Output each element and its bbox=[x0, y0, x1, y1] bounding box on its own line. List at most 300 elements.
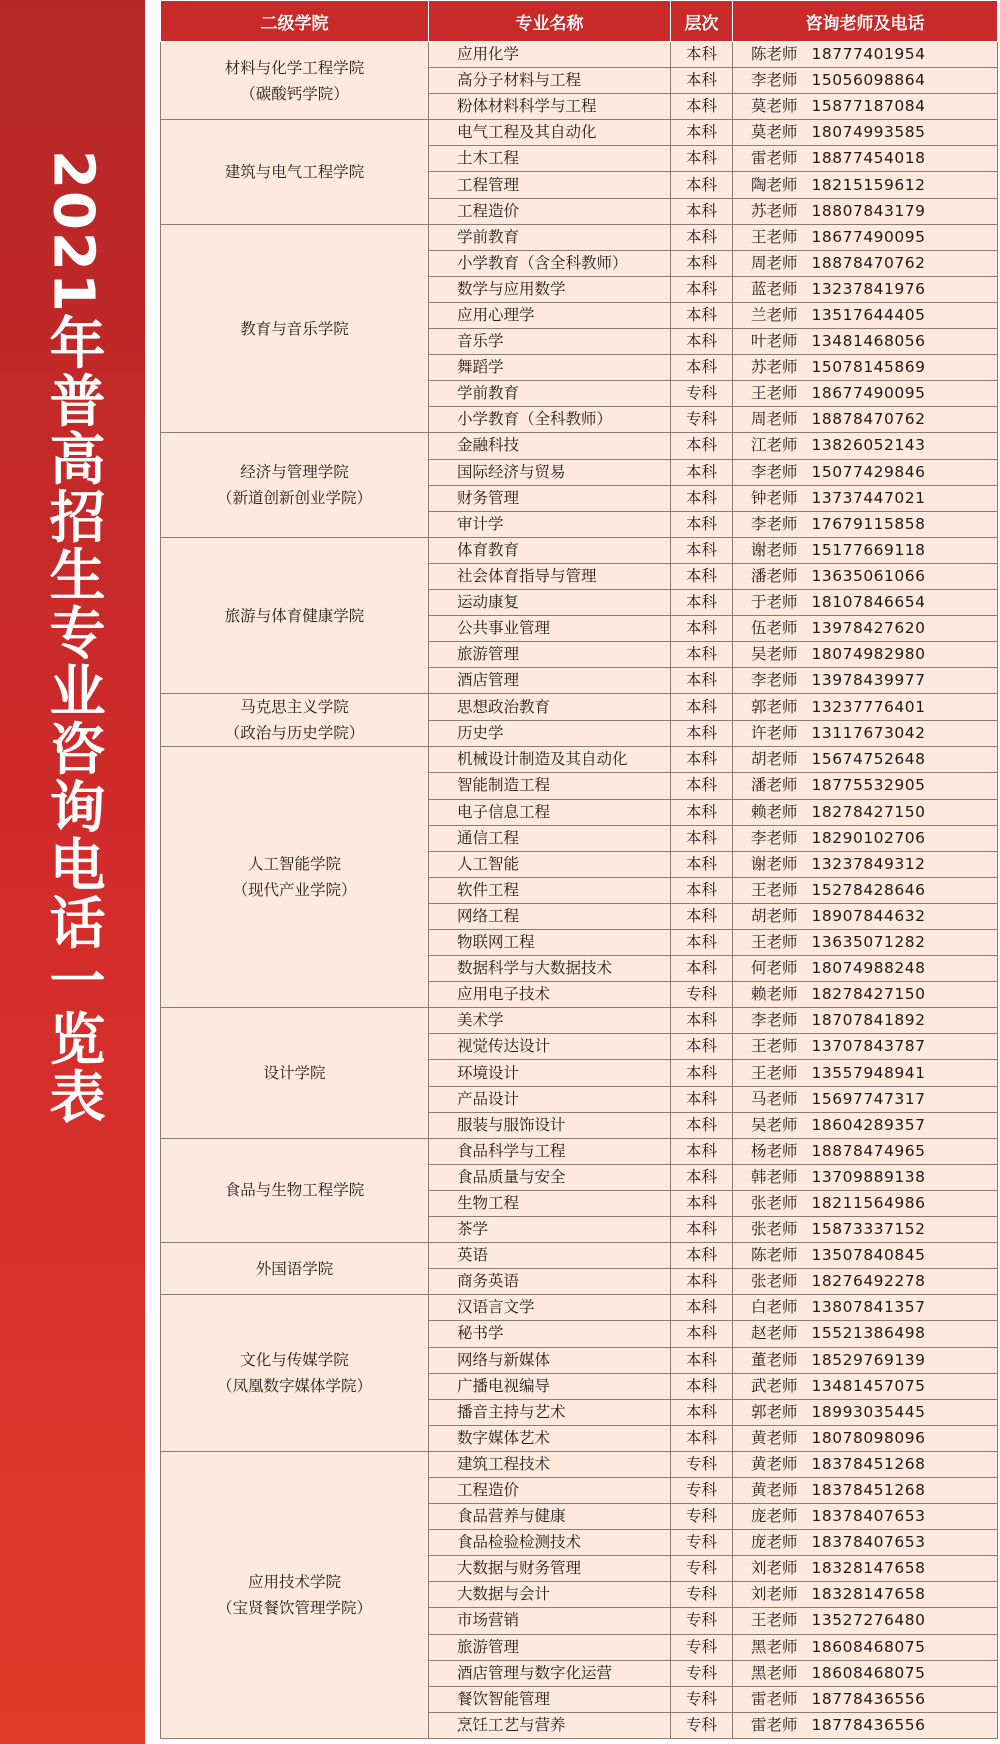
phone-number: 17679115858 bbox=[811, 514, 926, 533]
table-row bbox=[161, 1138, 998, 1164]
level-cell: 本科 bbox=[671, 1190, 733, 1216]
phone-number: 13978427620 bbox=[811, 619, 926, 638]
phone-number: 18878470762 bbox=[811, 410, 926, 429]
college-name: 外国语学院 bbox=[255, 1259, 334, 1278]
teacher-name: 江老师 bbox=[751, 436, 798, 455]
contact-cell bbox=[733, 930, 998, 956]
phone-number: 15873337152 bbox=[811, 1220, 926, 1239]
major-name: 审计学 bbox=[429, 511, 671, 537]
major-name: 小学教育（全科教师） bbox=[429, 407, 671, 433]
level-cell: 本科 bbox=[671, 851, 733, 877]
contact-cell bbox=[733, 1556, 998, 1582]
contact-cell bbox=[733, 1269, 998, 1295]
contact-cell bbox=[733, 1243, 998, 1269]
major-name: 应用化学 bbox=[429, 42, 671, 68]
contact-cell bbox=[733, 329, 998, 355]
college-cell bbox=[161, 224, 429, 433]
major-name: 电气工程及其自动化 bbox=[429, 120, 671, 146]
major-name: 网络工程 bbox=[429, 903, 671, 929]
admission-table-container bbox=[160, 0, 1000, 1739]
teacher-name: 胡老师 bbox=[751, 906, 798, 925]
major-name: 英语 bbox=[429, 1243, 671, 1269]
phone-number: 18278427150 bbox=[811, 802, 926, 821]
table-row bbox=[161, 224, 998, 250]
phone-number: 18707841892 bbox=[811, 1011, 926, 1030]
teacher-name: 王老师 bbox=[751, 933, 798, 952]
teacher-name: 陶老师 bbox=[751, 175, 798, 194]
contact-cell bbox=[733, 172, 998, 198]
teacher-name: 胡老师 bbox=[751, 750, 798, 769]
major-name: 大数据与财务管理 bbox=[429, 1556, 671, 1582]
phone-number: 18378451268 bbox=[811, 1454, 926, 1473]
phone-number: 18807843179 bbox=[811, 201, 926, 220]
phone-number: 18907844632 bbox=[811, 906, 926, 925]
teacher-name: 李老师 bbox=[751, 462, 798, 481]
college-cell bbox=[161, 1008, 429, 1138]
level-cell: 本科 bbox=[671, 511, 733, 537]
contact-cell bbox=[733, 773, 998, 799]
teacher-name: 雷老师 bbox=[751, 149, 798, 168]
table-row bbox=[161, 433, 998, 459]
level-cell: 本科 bbox=[671, 825, 733, 851]
major-name: 商务英语 bbox=[429, 1269, 671, 1295]
contact-cell bbox=[733, 485, 998, 511]
phone-number: 18877454018 bbox=[811, 149, 926, 168]
teacher-name: 王老师 bbox=[751, 880, 798, 899]
college-name: 文化与传媒学院 bbox=[240, 1351, 349, 1370]
contact-cell bbox=[733, 68, 998, 94]
level-cell: 本科 bbox=[671, 198, 733, 224]
teacher-name: 李老师 bbox=[751, 671, 798, 690]
table-row bbox=[161, 1008, 998, 1034]
teacher-name: 黄老师 bbox=[751, 1481, 798, 1500]
major-name: 生物工程 bbox=[429, 1190, 671, 1216]
major-name: 学前教育 bbox=[429, 224, 671, 250]
contact-cell bbox=[733, 825, 998, 851]
level-cell: 本科 bbox=[671, 537, 733, 563]
teacher-name: 黄老师 bbox=[751, 1454, 798, 1473]
major-name: 旅游管理 bbox=[429, 1634, 671, 1660]
level-cell: 本科 bbox=[671, 877, 733, 903]
teacher-name: 王老师 bbox=[751, 227, 798, 246]
major-name: 小学教育（含全科教师） bbox=[429, 250, 671, 276]
phone-number: 15077429846 bbox=[811, 462, 926, 481]
level-cell: 本科 bbox=[671, 956, 733, 982]
header-row bbox=[161, 1, 998, 42]
teacher-name: 李老师 bbox=[751, 514, 798, 533]
major-name: 数学与应用数学 bbox=[429, 276, 671, 302]
contact-cell bbox=[733, 302, 998, 328]
teacher-name: 李老师 bbox=[751, 828, 798, 847]
level-cell: 本科 bbox=[671, 485, 733, 511]
phone-number: 18878470762 bbox=[811, 253, 926, 272]
contact-cell bbox=[733, 1060, 998, 1086]
table-row bbox=[161, 537, 998, 563]
contact-cell bbox=[733, 616, 998, 642]
teacher-name: 雷老师 bbox=[751, 1715, 798, 1734]
major-name: 大数据与会计 bbox=[429, 1582, 671, 1608]
level-cell: 本科 bbox=[671, 459, 733, 485]
phone-number: 18074993585 bbox=[811, 123, 926, 142]
contact-cell bbox=[733, 1217, 998, 1243]
teacher-name: 伍老师 bbox=[751, 619, 798, 638]
phone-number: 13737447021 bbox=[811, 488, 926, 507]
major-name: 土木工程 bbox=[429, 146, 671, 172]
level-cell: 本科 bbox=[671, 42, 733, 68]
contact-cell bbox=[733, 1477, 998, 1503]
phone-number: 18276492278 bbox=[811, 1272, 926, 1291]
level-cell: 本科 bbox=[671, 1425, 733, 1451]
phone-number: 18378451268 bbox=[811, 1481, 926, 1500]
major-name: 音乐学 bbox=[429, 329, 671, 355]
major-name: 食品检验检测技术 bbox=[429, 1530, 671, 1556]
major-name: 数据科学与大数据技术 bbox=[429, 956, 671, 982]
major-name: 工程管理 bbox=[429, 172, 671, 198]
major-name: 思想政治教育 bbox=[429, 694, 671, 721]
table-row bbox=[161, 694, 998, 721]
table-row bbox=[161, 747, 998, 773]
admission-consult-table bbox=[160, 0, 998, 1739]
phone-number: 15056098864 bbox=[811, 71, 926, 90]
contact-cell bbox=[733, 1321, 998, 1347]
major-name: 应用心理学 bbox=[429, 302, 671, 328]
teacher-name: 潘老师 bbox=[751, 776, 798, 795]
phone-number: 18290102706 bbox=[811, 828, 926, 847]
major-name: 运动康复 bbox=[429, 589, 671, 615]
table-row bbox=[161, 120, 998, 146]
teacher-name: 王老师 bbox=[751, 384, 798, 403]
level-cell: 本科 bbox=[671, 642, 733, 668]
level-cell: 专科 bbox=[671, 407, 733, 433]
contact-cell bbox=[733, 563, 998, 589]
contact-cell bbox=[733, 1373, 998, 1399]
teacher-name: 白老师 bbox=[751, 1298, 798, 1317]
level-cell: 本科 bbox=[671, 1321, 733, 1347]
level-cell: 本科 bbox=[671, 747, 733, 773]
contact-cell bbox=[733, 903, 998, 929]
table-header bbox=[161, 1, 998, 42]
contact-cell bbox=[733, 1660, 998, 1686]
teacher-name: 蓝老师 bbox=[751, 279, 798, 298]
level-cell: 本科 bbox=[671, 1008, 733, 1034]
phone-number: 13517644405 bbox=[811, 305, 926, 324]
phone-number: 13707843787 bbox=[811, 1037, 926, 1056]
teacher-name: 李老师 bbox=[751, 1011, 798, 1030]
level-cell: 本科 bbox=[671, 1086, 733, 1112]
level-cell: 专科 bbox=[671, 1530, 733, 1556]
contact-cell bbox=[733, 747, 998, 773]
phone-number: 13527276480 bbox=[811, 1611, 926, 1630]
level-cell: 本科 bbox=[671, 172, 733, 198]
phone-number: 18604289357 bbox=[811, 1115, 926, 1134]
contact-cell bbox=[733, 956, 998, 982]
phone-number: 18608468075 bbox=[811, 1637, 926, 1656]
college-name: 应用技术学院 bbox=[247, 1572, 341, 1591]
level-cell: 专科 bbox=[671, 1660, 733, 1686]
major-name: 物联网工程 bbox=[429, 930, 671, 956]
college-alias: （新道创新创业学院） bbox=[216, 489, 372, 508]
level-cell: 专科 bbox=[671, 1608, 733, 1634]
phone-number: 15078145869 bbox=[811, 358, 926, 377]
contact-cell bbox=[733, 250, 998, 276]
level-cell: 本科 bbox=[671, 1295, 733, 1321]
major-name: 服装与服饰设计 bbox=[429, 1112, 671, 1138]
contact-cell bbox=[733, 1138, 998, 1164]
level-cell: 本科 bbox=[671, 120, 733, 146]
teacher-name: 庞老师 bbox=[751, 1533, 798, 1552]
major-name: 烹饪工艺与营养 bbox=[429, 1712, 671, 1738]
college-cell bbox=[161, 42, 429, 120]
contact-cell bbox=[733, 407, 998, 433]
teacher-name: 苏老师 bbox=[751, 358, 798, 377]
title-banner-text-wrap bbox=[0, 0, 145, 1744]
level-cell: 本科 bbox=[671, 250, 733, 276]
phone-number: 18078098096 bbox=[811, 1428, 926, 1447]
level-cell: 本科 bbox=[671, 276, 733, 302]
phone-number: 18328147658 bbox=[811, 1559, 926, 1578]
college-cell bbox=[161, 1451, 429, 1738]
contact-cell bbox=[733, 381, 998, 407]
table-row bbox=[161, 1451, 998, 1477]
phone-number: 18529769139 bbox=[811, 1350, 926, 1369]
phone-number: 18993035445 bbox=[811, 1402, 926, 1421]
level-cell: 专科 bbox=[671, 1451, 733, 1477]
contact-cell bbox=[733, 276, 998, 302]
college-alias: （凤凰数字媒体学院） bbox=[216, 1377, 372, 1396]
teacher-name: 潘老师 bbox=[751, 566, 798, 585]
college-name: 旅游与体育健康学院 bbox=[224, 606, 365, 625]
major-name: 通信工程 bbox=[429, 825, 671, 851]
contact-cell bbox=[733, 1295, 998, 1321]
major-name: 历史学 bbox=[429, 720, 671, 747]
level-cell: 本科 bbox=[671, 224, 733, 250]
phone-number: 18775532905 bbox=[811, 776, 926, 795]
teacher-name: 韩老师 bbox=[751, 1167, 798, 1186]
level-cell: 本科 bbox=[671, 668, 733, 694]
level-cell: 专科 bbox=[671, 1477, 733, 1503]
major-name: 环境设计 bbox=[429, 1060, 671, 1086]
major-name: 食品质量与安全 bbox=[429, 1164, 671, 1190]
level-cell: 本科 bbox=[671, 329, 733, 355]
contact-cell bbox=[733, 1425, 998, 1451]
college-alias: （政治与历史学院） bbox=[224, 724, 365, 743]
contact-cell bbox=[733, 355, 998, 381]
teacher-name: 张老师 bbox=[751, 1220, 798, 1239]
contact-cell bbox=[733, 94, 998, 120]
college-cell bbox=[161, 694, 429, 747]
major-name: 社会体育指导与管理 bbox=[429, 563, 671, 589]
major-name: 体育教育 bbox=[429, 537, 671, 563]
college-name: 材料与化学工程学院 bbox=[224, 58, 365, 77]
contact-cell bbox=[733, 1112, 998, 1138]
college-name: 经济与管理学院 bbox=[240, 463, 349, 482]
major-name: 广播电视编导 bbox=[429, 1373, 671, 1399]
contact-cell bbox=[733, 1190, 998, 1216]
contact-cell bbox=[733, 459, 998, 485]
college-cell bbox=[161, 120, 429, 224]
major-name: 金融科技 bbox=[429, 433, 671, 459]
teacher-name: 张老师 bbox=[751, 1272, 798, 1291]
phone-number: 18378407653 bbox=[811, 1507, 926, 1526]
teacher-name: 钟老师 bbox=[751, 488, 798, 507]
teacher-name: 叶老师 bbox=[751, 332, 798, 351]
college-cell bbox=[161, 1138, 429, 1242]
teacher-name: 何老师 bbox=[751, 959, 798, 978]
phone-number: 13557948941 bbox=[811, 1063, 926, 1082]
contact-cell bbox=[733, 799, 998, 825]
contact-cell bbox=[733, 1086, 998, 1112]
teacher-name: 吴老师 bbox=[751, 1115, 798, 1134]
level-cell: 本科 bbox=[671, 355, 733, 381]
college-name: 教育与音乐学院 bbox=[240, 319, 349, 338]
contact-cell bbox=[733, 1347, 998, 1373]
teacher-name: 赵老师 bbox=[751, 1324, 798, 1343]
major-name: 酒店管理与数字化运营 bbox=[429, 1660, 671, 1686]
contact-cell bbox=[733, 1608, 998, 1634]
level-cell: 专科 bbox=[671, 1556, 733, 1582]
phone-number: 18778436556 bbox=[811, 1689, 926, 1708]
major-name: 酒店管理 bbox=[429, 668, 671, 694]
phone-number: 18378407653 bbox=[811, 1533, 926, 1552]
major-name: 财务管理 bbox=[429, 485, 671, 511]
level-cell: 本科 bbox=[671, 616, 733, 642]
phone-number: 18074982980 bbox=[811, 645, 926, 664]
phone-number: 13635061066 bbox=[811, 566, 926, 585]
contact-cell bbox=[733, 1399, 998, 1425]
major-name: 旅游管理 bbox=[429, 642, 671, 668]
phone-number: 18278427150 bbox=[811, 985, 926, 1004]
phone-number: 18878474965 bbox=[811, 1141, 926, 1160]
teacher-name: 于老师 bbox=[751, 593, 798, 612]
level-cell: 专科 bbox=[671, 381, 733, 407]
level-cell: 本科 bbox=[671, 302, 733, 328]
level-cell: 本科 bbox=[671, 1217, 733, 1243]
teacher-name: 黑老师 bbox=[751, 1663, 798, 1682]
major-name: 电子信息工程 bbox=[429, 799, 671, 825]
major-name: 视觉传达设计 bbox=[429, 1034, 671, 1060]
contact-cell bbox=[733, 851, 998, 877]
contact-cell bbox=[733, 1034, 998, 1060]
phone-number: 15877187084 bbox=[811, 97, 926, 116]
contact-cell bbox=[733, 224, 998, 250]
college-cell bbox=[161, 747, 429, 1008]
level-cell: 本科 bbox=[671, 146, 733, 172]
college-cell bbox=[161, 1295, 429, 1452]
contact-cell bbox=[733, 1686, 998, 1712]
teacher-name: 王老师 bbox=[751, 1611, 798, 1630]
college-name: 建筑与电气工程学院 bbox=[224, 162, 365, 181]
level-cell: 本科 bbox=[671, 68, 733, 94]
phone-number: 13709889138 bbox=[811, 1167, 926, 1186]
college-name: 马克思主义学院 bbox=[240, 698, 349, 717]
phone-number: 18211564986 bbox=[811, 1193, 926, 1212]
major-name: 应用电子技术 bbox=[429, 982, 671, 1008]
teacher-name: 郭老师 bbox=[751, 1402, 798, 1421]
college-name: 设计学院 bbox=[263, 1064, 326, 1083]
header-contact: 咨询老师及电话 bbox=[733, 1, 998, 42]
college-name: 人工智能学院 bbox=[247, 855, 341, 874]
major-name: 网络与新媒体 bbox=[429, 1347, 671, 1373]
level-cell: 本科 bbox=[671, 1243, 733, 1269]
contact-cell bbox=[733, 1582, 998, 1608]
phone-number: 13635071282 bbox=[811, 933, 926, 952]
level-cell: 专科 bbox=[671, 982, 733, 1008]
contact-cell bbox=[733, 198, 998, 224]
contact-cell bbox=[733, 120, 998, 146]
level-cell: 本科 bbox=[671, 1399, 733, 1425]
phone-number: 18107846654 bbox=[811, 593, 926, 612]
phone-number: 18074988248 bbox=[811, 959, 926, 978]
page-title: 2021年普高招生专业咨询电话一览表 bbox=[40, 150, 106, 1126]
college-cell bbox=[161, 433, 429, 537]
teacher-name: 赖老师 bbox=[751, 985, 798, 1004]
level-cell: 本科 bbox=[671, 1138, 733, 1164]
phone-number: 18677490095 bbox=[811, 227, 926, 246]
phone-number: 18215159612 bbox=[811, 175, 926, 194]
level-cell: 专科 bbox=[671, 1686, 733, 1712]
contact-cell bbox=[733, 537, 998, 563]
teacher-name: 马老师 bbox=[751, 1089, 798, 1108]
level-cell: 本科 bbox=[671, 563, 733, 589]
teacher-name: 杨老师 bbox=[751, 1141, 798, 1160]
teacher-name: 许老师 bbox=[751, 724, 798, 743]
contact-cell bbox=[733, 877, 998, 903]
major-name: 公共事业管理 bbox=[429, 616, 671, 642]
contact-cell bbox=[733, 433, 998, 459]
contact-cell bbox=[733, 720, 998, 747]
major-name: 建筑工程技术 bbox=[429, 1451, 671, 1477]
teacher-name: 刘老师 bbox=[751, 1559, 798, 1578]
teacher-name: 莫老师 bbox=[751, 123, 798, 142]
phone-number: 13237849312 bbox=[811, 854, 926, 873]
contact-cell bbox=[733, 1164, 998, 1190]
phone-number: 13978439977 bbox=[811, 671, 926, 690]
level-cell: 本科 bbox=[671, 930, 733, 956]
major-name: 茶学 bbox=[429, 1217, 671, 1243]
contact-cell bbox=[733, 1712, 998, 1738]
college-alias: （现代产业学院） bbox=[232, 881, 357, 900]
contact-cell bbox=[733, 1634, 998, 1660]
teacher-name: 庞老师 bbox=[751, 1507, 798, 1526]
college-cell bbox=[161, 537, 429, 694]
phone-number: 13807841357 bbox=[811, 1298, 926, 1317]
level-cell: 专科 bbox=[671, 1712, 733, 1738]
teacher-name: 吴老师 bbox=[751, 645, 798, 664]
teacher-name: 张老师 bbox=[751, 1193, 798, 1212]
teacher-name: 谢老师 bbox=[751, 854, 798, 873]
level-cell: 专科 bbox=[671, 1582, 733, 1608]
phone-number: 13481457075 bbox=[811, 1376, 926, 1395]
phone-number: 15674752648 bbox=[811, 750, 926, 769]
level-cell: 专科 bbox=[671, 1504, 733, 1530]
major-name: 市场营销 bbox=[429, 1608, 671, 1634]
teacher-name: 王老师 bbox=[751, 1063, 798, 1082]
phone-number: 15697747317 bbox=[811, 1089, 926, 1108]
major-name: 粉体材料科学与工程 bbox=[429, 94, 671, 120]
phone-number: 13237841976 bbox=[811, 279, 926, 298]
major-name: 舞蹈学 bbox=[429, 355, 671, 381]
contact-cell bbox=[733, 642, 998, 668]
level-cell: 本科 bbox=[671, 1034, 733, 1060]
contact-cell bbox=[733, 511, 998, 537]
major-name: 播音主持与艺术 bbox=[429, 1399, 671, 1425]
level-cell: 本科 bbox=[671, 720, 733, 747]
teacher-name: 莫老师 bbox=[751, 97, 798, 116]
phone-number: 18677490095 bbox=[811, 384, 926, 403]
major-name: 数字媒体艺术 bbox=[429, 1425, 671, 1451]
phone-number: 13826052143 bbox=[811, 436, 926, 455]
teacher-name: 刘老师 bbox=[751, 1585, 798, 1604]
